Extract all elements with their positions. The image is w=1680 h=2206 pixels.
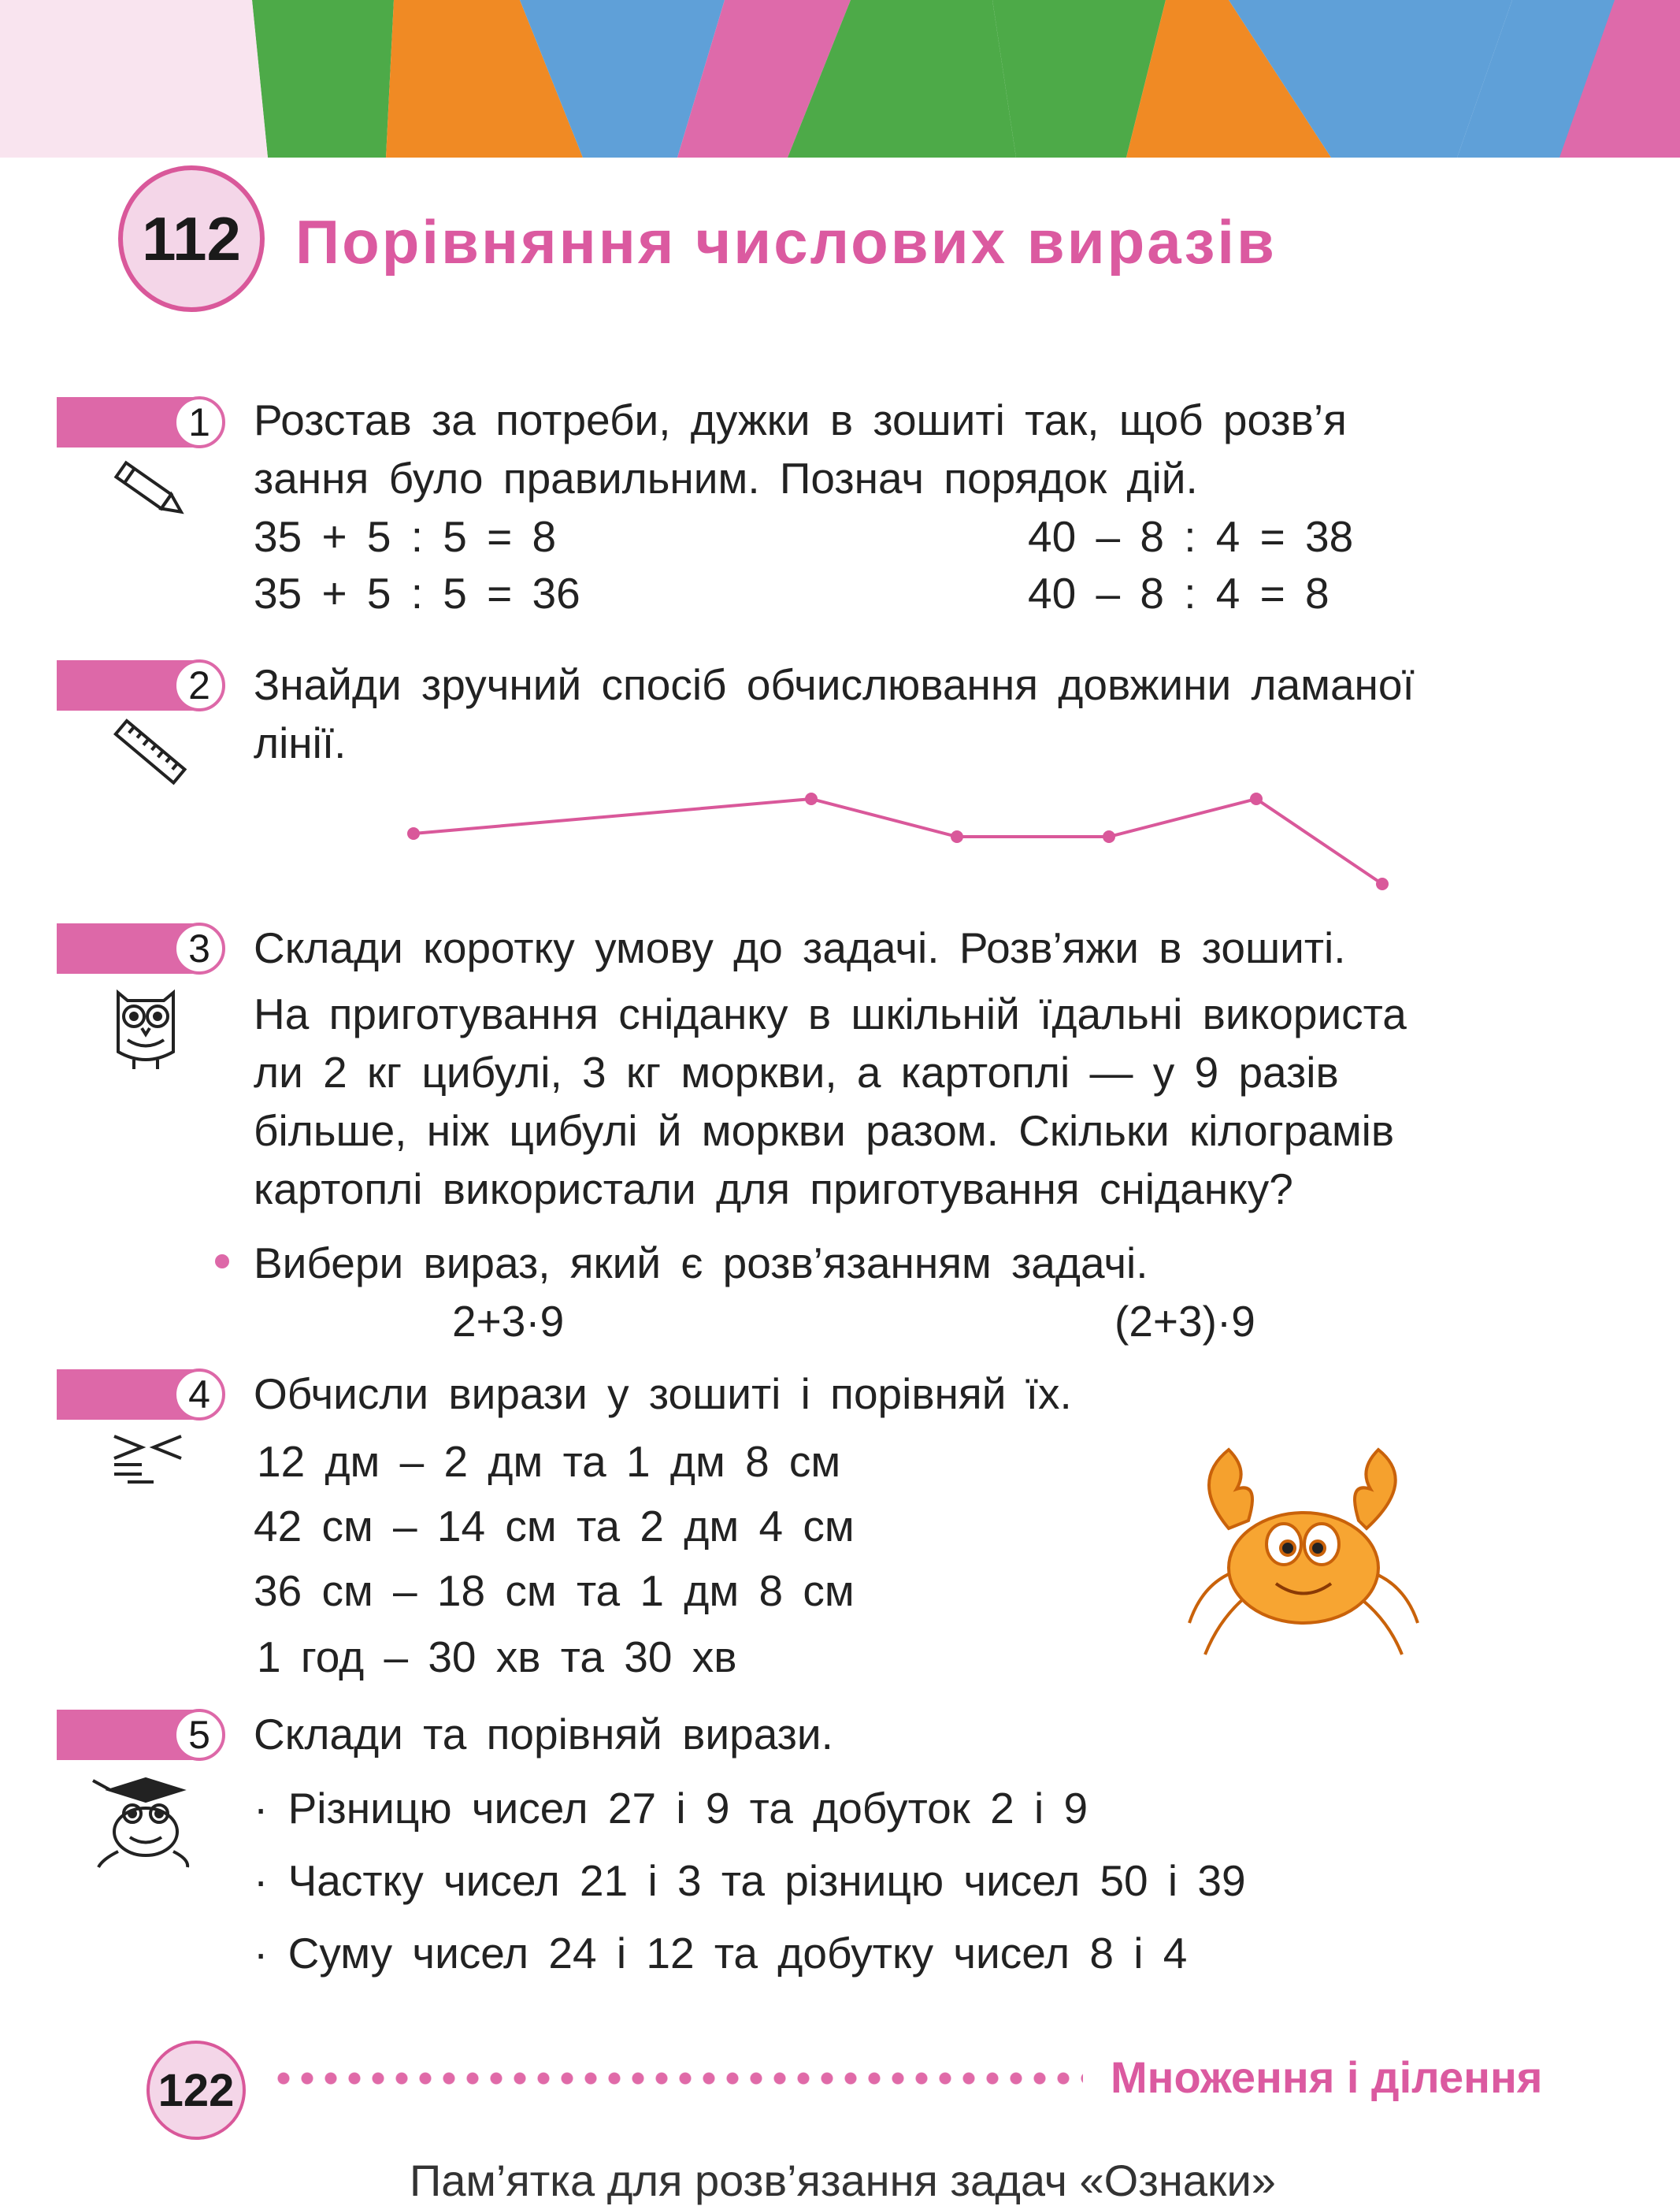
task-5-item-3: · Суму чисел 24 і 12 та добутку чисел 8 і 4: [254, 1929, 1188, 1978]
task-1-text-line-1: Розстав за потреби, дужки в зошиті так, щоб розв’я: [254, 396, 1347, 444]
task-3-text-line-4: більше, ніж цибулі й моркви разом. Скільки кілограмів: [254, 1106, 1395, 1155]
task-1-expression-right-2: 40 – 8 : 4 = 8: [1028, 569, 1330, 618]
task-4-item-3: 36 см – 18 см та 1 дм 8 см: [254, 1566, 855, 1615]
task-3-text-line-3: ли 2 кг цибулі, 3 кг моркви, а картоплі — у 9 разів: [254, 1048, 1339, 1097]
footer-dotted-line: [272, 2070, 1083, 2086]
polyline-figure: [394, 780, 1418, 898]
page-title: Порівняння числових виразів: [295, 207, 1278, 277]
task-3-option-2: (2+3)·9: [1114, 1297, 1255, 1346]
task-5-text-line-1: Склади та порівняй вирази.: [254, 1710, 833, 1758]
page-number: 122: [146, 2041, 246, 2140]
ruler-icon: [110, 713, 189, 792]
compare-signs-icon: [110, 1430, 185, 1485]
task-1-number: 1: [173, 396, 225, 448]
pencil-icon: [110, 455, 189, 526]
task-4-item-1: 12 дм – 2 дм та 1 дм 8 см: [257, 1437, 841, 1486]
task-3-text-line-2: На приготування сніданку в шкільній їдальні використа: [254, 990, 1407, 1038]
task-1-expression-right-1: 40 – 8 : 4 = 38: [1028, 512, 1354, 561]
task-4-item-2: 42 см – 14 см та 2 дм 4 см: [254, 1502, 855, 1551]
task-3-option-1: 2+3·9: [452, 1297, 565, 1346]
task-5-item-2: · Частку чисел 21 і 3 та різницю чисел 50 і 39: [254, 1856, 1246, 1905]
task-3-text-line-1: Склади коротку умову до задачі. Розв’яжи в зошиті.: [254, 923, 1346, 972]
crab-illustration: [1174, 1434, 1433, 1670]
task-4-text-line-1: Обчисли вирази у зошиті і порівняй їх.: [254, 1369, 1072, 1418]
bottom-cut-text: Пам’ятка для розв’язання задач «Ознаки»: [410, 2156, 1276, 2205]
task-3-bullet-text: Вибери вираз, який є розв’язанням задачі.: [254, 1239, 1148, 1287]
task-4-item-4: 1 год – 30 хв та 30 хв: [257, 1632, 737, 1681]
owl-icon: [110, 981, 181, 1071]
task-3-text-line-5: картоплі використали для приготування сніданку?: [254, 1164, 1293, 1213]
top-color-banner: [0, 0, 1680, 158]
lesson-number-badge: 112: [118, 165, 265, 312]
task-4-number: 4: [173, 1369, 225, 1421]
task-3-number: 3: [173, 923, 225, 975]
task-1-expression-left-2: 35 + 5 : 5 = 36: [254, 569, 580, 618]
task-5-item-1: · Різницю чисел 27 і 9 та добуток 2 і 9: [254, 1784, 1088, 1833]
frog-graduate-icon: [87, 1773, 193, 1871]
bullet-dot: [215, 1254, 229, 1268]
task-1-text-line-2: зання було правильним. Познач порядок дій.: [254, 454, 1198, 503]
task-2-text-line-2: лінії.: [254, 719, 347, 767]
section-name: Множення і ділення: [1111, 2052, 1543, 2102]
task-5-number: 5: [173, 1709, 225, 1761]
task-2-number: 2: [173, 659, 225, 711]
task-2-text-line-1: Знайди зручний спосіб обчислювання довжини ламаної: [254, 660, 1415, 709]
task-1-expression-left-1: 35 + 5 : 5 = 8: [254, 512, 557, 561]
